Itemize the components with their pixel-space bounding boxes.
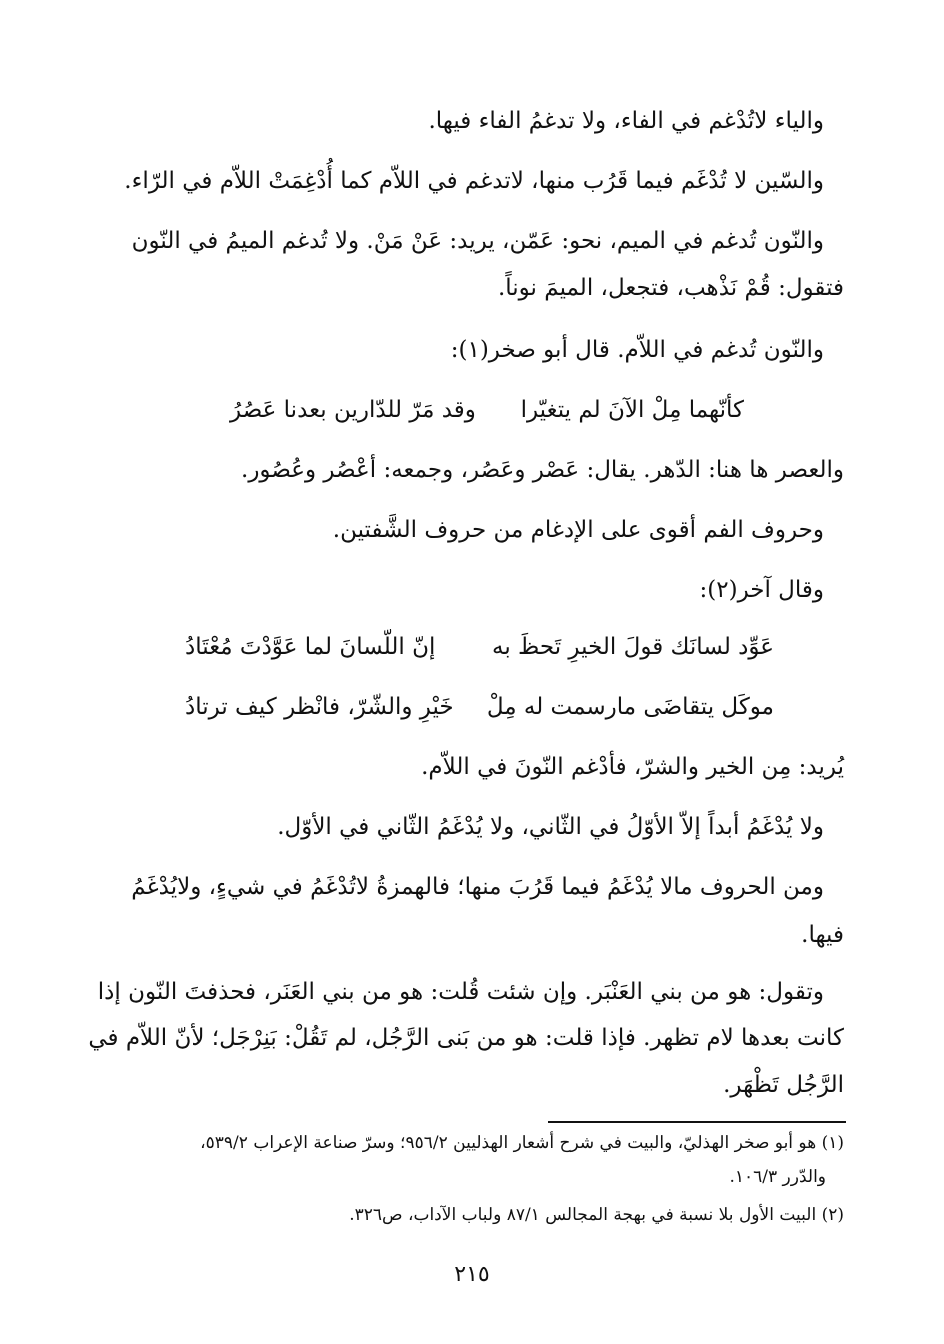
paragraph-line-13: وتقول: هو من بني العَنْبَر. وإن شئت قُلت: هو من بني العَنَر، فحذفتَ النّون إذا [97, 979, 824, 1005]
paragraph-line-4: فتقول: قُمْ نَذْهب، فتجعل، الميمَ نوناً. [497, 275, 844, 301]
paragraph-line-6: والعصر ها هنا: الدّهر. يقال: عَصْر وعَصُر، وجمعه: أعْصُر وعُصُور. [241, 457, 844, 483]
paragraph-line-9: يُريد: مِن الخير والشرّ، فأدْغم النّونَ في اللاّم. [421, 754, 844, 780]
paragraph-line-1: والياء لاتُدْغم في الفاء، ولا تدغمُ الفاء فيها. [428, 108, 824, 134]
paragraph-line-8: وقال آخر(٢): [699, 577, 824, 603]
paragraph-line-12: فيها. [801, 922, 844, 948]
paragraph-line-5: والنّون تُدغم في اللاّم. قال أبو صخر(١): [450, 337, 824, 363]
paragraph-line-15: الرَّجُل تَظْهَر. [723, 1072, 844, 1098]
paragraph-line-2: والسّين لا تُدْغَم فيما قَرُب منها، لاتدغم في اللاّم كما أُدْغِمَتْ اللاّم في الرّاء. [124, 168, 824, 194]
verse-2-first-hemistich: عَوِّد لسانَك قولَ الخيرِ تَحظَ به [492, 634, 774, 660]
page-number: ٢١٥ [454, 1262, 490, 1287]
footnote-2: (٢) البيت الأول بلا نسبة في بهجة المجالس ٨٧/١ ولباب الآداب، ص٣٢٦. [349, 1205, 844, 1225]
footnote-1-line-1: (١) هو أبو صخر الهذليّ، والبيت في شرح أشعار الهذليين ٩٥٦/٢؛ وسرّ صناعة الإعراب ٥٣٩/٢، [200, 1133, 844, 1153]
verse-2-second-hemistich: إنّ اللّسانَ لما عَوَّدْتَ مُعْتَادُ [185, 634, 436, 660]
verse-1-second-hemistich: وقد مَرّ للدّارين بعدنا عَصُرُ [230, 397, 476, 423]
paragraph-line-3: والنّون تُدغم في الميم، نحو: عَمّن، يريد: عَنْ مَنْ. ولا تُدغم الميمُ في النّون [131, 228, 824, 254]
footnote-separator [548, 1121, 846, 1123]
paragraph-line-10: ولا يُدْغَمُ أبداً إلاّ الأوّلُ في الثّاني، ولا يُدْغَمُ الثّاني في الأوّل. [277, 814, 824, 840]
verse-1-first-hemistich: كأنّهما مِلْ الآنَ لم يتغيّرا [520, 397, 744, 423]
paragraph-line-11: ومن الحروف مالا يُدْغَمُ فيما قَرُبَ منها؛ فالهمزةُ لاتُدْغَمُ في شيءٍ، ولايُدْغَمُ [131, 874, 824, 900]
paragraph-line-14: كانت بعدها لام تظهر. فإذا قلت: هو من بَنى الرَّجُل، لم تَقُلْ: بَنِرْجَل؛ لأنّ اللاّم في [88, 1025, 844, 1051]
verse-3-first-hemistich: موكَل يتقاضَى مارسمت له مِلْ [486, 694, 774, 720]
paragraph-line-7: وحروف الفم أقوى على الإدغام من حروف الشَّفتين. [332, 517, 824, 543]
footnote-1-line-2: والدّرر ١٠٦/٣. [729, 1167, 826, 1187]
verse-3-second-hemistich: خَيْرِ والشّرّ، فانْظر كيف ترتادُ [185, 694, 454, 720]
